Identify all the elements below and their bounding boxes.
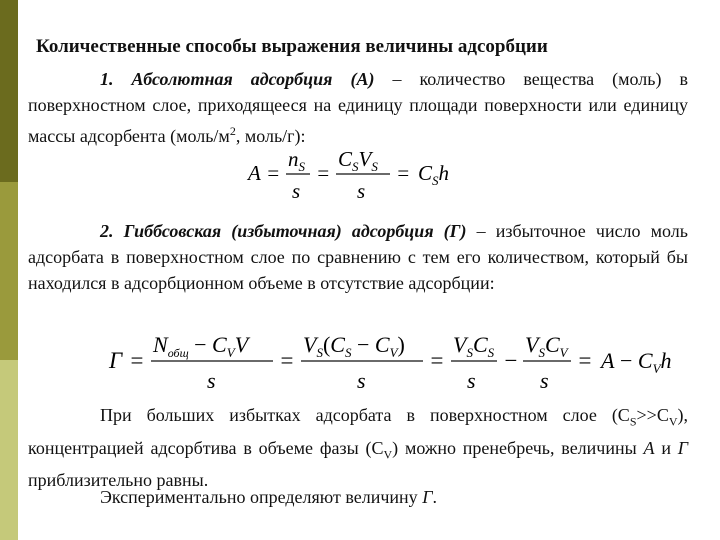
f1-eq3: = — [396, 161, 411, 185]
f2-eq1: = — [129, 348, 145, 373]
p3-text-a: При больших избытках адсорбата в поверхностном слое (C — [100, 405, 630, 425]
p1-sup: 2 — [229, 124, 236, 138]
paragraph-experimental — [28, 484, 688, 510]
slide-title: Количественные способы выражения величины адсорбции — [36, 36, 548, 57]
f1-csvs: $C_SV_S$ — [338, 147, 378, 174]
p3-sub-v: V — [668, 414, 678, 429]
p3-text-and: и — [654, 437, 678, 458]
side-bar-middle — [0, 182, 18, 360]
f2-s4: s — [540, 368, 549, 393]
p1-text: – количество вещества (моль) в поверхностном слое, приходящееся на единицу площади поверхности или единицу массы адсорбента (моль/м — [28, 69, 688, 146]
p1-text-end: , моль/г): — [235, 126, 306, 146]
formula-absolute-adsorption — [244, 146, 474, 202]
p3-text-gt: >>C — [636, 405, 669, 425]
f2-eq3: = — [429, 348, 445, 373]
f2-s3: s — [467, 368, 476, 393]
p2-text: – избыточное число моль адсорбата в поверхностном слое по сравнению с тем его количеством, который бы находился в адсорбционном объеме в отсутствие адсорбции: — [28, 221, 688, 293]
f2-eq2: = — [279, 348, 295, 373]
side-bar-top — [0, 0, 18, 182]
f2-num3: $V_SC_S$ — [453, 332, 495, 360]
paragraph-gibbs-adsorption — [28, 218, 688, 296]
f2-num4: $V_SC_V$ — [525, 332, 568, 360]
p3-text-d: приблизительно равны. — [28, 470, 209, 491]
f2-num1: $N_{общ} - C_VV$ — [153, 332, 249, 360]
paragraph-approximation — [28, 402, 688, 493]
p4-text: Экспериментально определяют величину — [100, 487, 423, 507]
term-absolute-adsorption: 1. Абсолютная адсорбция (А) — [100, 69, 375, 89]
f1-eq1: = — [266, 161, 281, 185]
f2-rhs: $A - C_Vh$ — [601, 348, 672, 376]
term-gibbs-adsorption: 2. Гиббсовская (избыточная) адсорбция (Г) — [100, 221, 467, 241]
f1-csh: $C_Sh$ — [418, 161, 450, 188]
f2-num2: $V_S(C_S - C_V)$ — [303, 332, 405, 360]
formula-gibbs-adsorption — [105, 328, 685, 398]
f2-minus: − — [503, 348, 519, 373]
f1-ns: $n_S$ — [288, 147, 305, 174]
p4-end: . — [432, 487, 437, 507]
p3-sub-s: S — [629, 414, 637, 429]
f2-eq4: = — [577, 348, 593, 373]
f1-A: A — [248, 161, 261, 185]
f2-G: Г — [109, 348, 123, 373]
p3-var-g: Г — [677, 437, 689, 458]
f1-s1: s — [292, 179, 301, 202]
f1-eq2: = — [316, 161, 331, 185]
p4-var-g: Г — [422, 487, 433, 507]
f2-s2: s — [357, 368, 366, 393]
f1-s2: s — [357, 179, 366, 202]
f2-s1: s — [207, 368, 216, 393]
p3-text-c: ) можно пренебречь, величины — [392, 437, 644, 458]
side-bar-bottom — [0, 360, 18, 540]
p3-text-b: ), концентрацией адсорбтива в объеме фазы (C — [28, 405, 688, 458]
p3-sub-v2: V — [383, 447, 393, 462]
paragraph-absolute-adsorption — [28, 66, 688, 149]
p3-var-a: А — [643, 437, 655, 458]
